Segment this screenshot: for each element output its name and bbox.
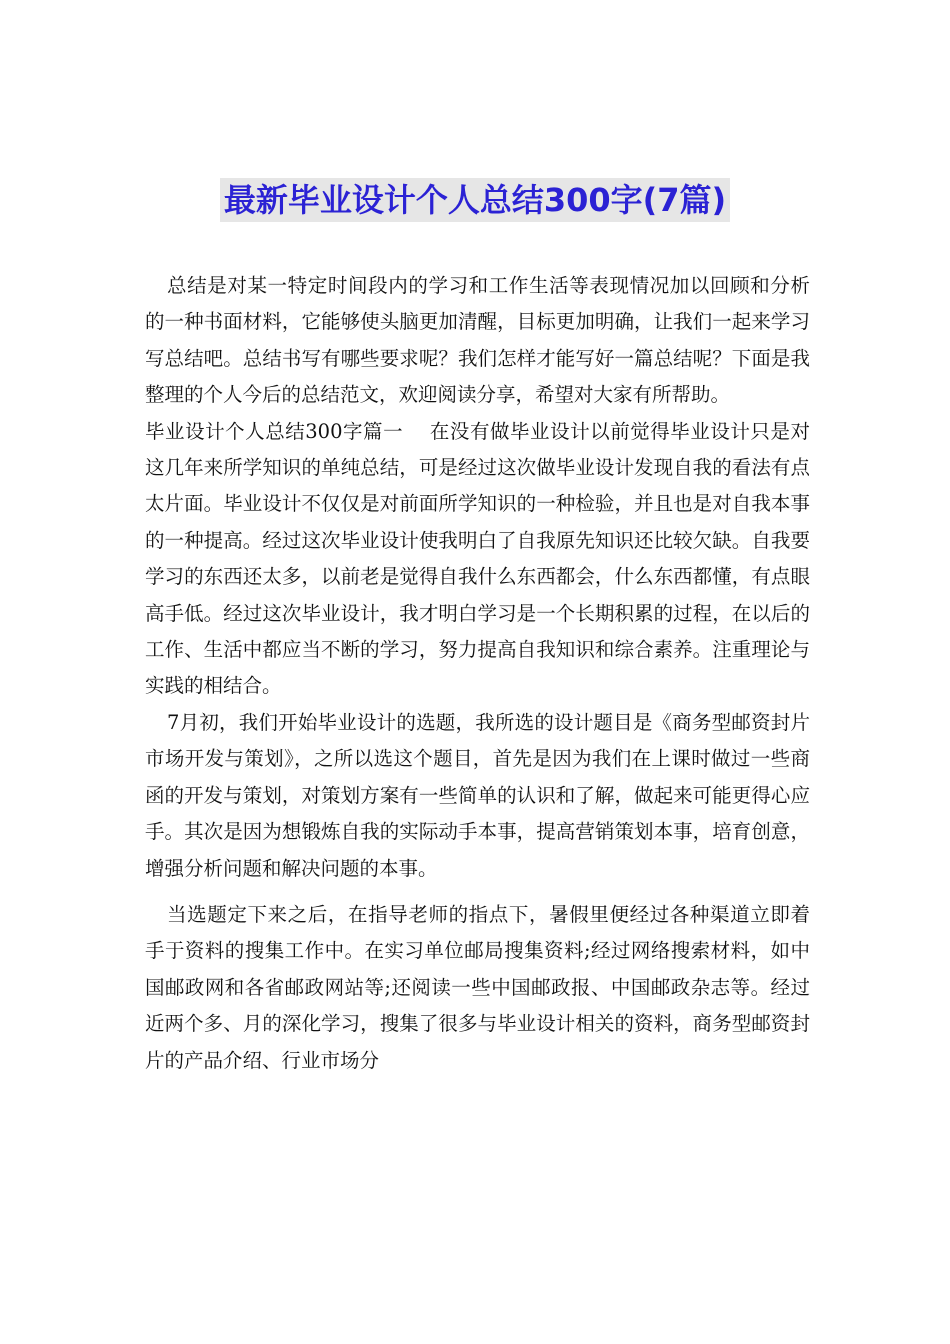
document-title: 最新毕业设计个人总结300字(7篇)	[220, 178, 730, 222]
section-one-paragraph: 毕业设计个人总结300字篇一 在没有做毕业设计以前觉得毕业设计只是对这几年来所学知识的单纯总结，可是经过这次做毕业设计发现自我的看法有点太片面。毕业设计不仅仅是对前面所学知识的一种检验，并且也是对自我本事的一种提高。经过这次毕业设计使我明白了自我原先知识还比较欠缺。自我要学习的东西还太多，以前老是觉得自我什么东西都会，什么东西都懂，有点眼高手低。经过这次毕业设计，我才明白学习是一个长期积累的过程，在以后的工作、生活中都应当不断的学习，努力提高自我知识和综合素养。注重理论与实践的相结合。	[145, 419, 810, 698]
title-container	[0, 178, 950, 222]
intro-paragraph: 总结是对某一特定时间段内的学习和工作生活等表现情况加以回顾和分析的一种书面材料，它能够使头脑更加清醒，目标更加明确，让我们一起来学习写总结吧。总结书写有哪些要求呢？我们怎样才能写好一篇总结呢？下面是我整理的个人今后的总结范文，欢迎阅读分享，希望对大家有所帮助。	[145, 274, 810, 407]
document-body	[145, 268, 810, 1079]
topic-selection-paragraph: 7月初，我们开始毕业设计的选题，我所选的设计题目是《商务型邮资封片市场开发与策划》，之所以选这个题目，首先是因为我们在上课时做过一些商函的开发与策划，对策划方案有一些简单的认识和了解，做起来可能更得心应手。其次是因为想锻炼自我的实际动手本事，提高营销策划本事，培育创意，增强分析问题和解决问题的本事。	[145, 710, 810, 880]
data-collection-paragraph: 当选题定下来之后，在指导老师的指点下，暑假里便经过各种渠道立即着手于资料的搜集工作中。在实习单位邮局搜集资料;经过网络搜索材料，如中国邮政网和各省邮政网站等;还阅读一些中国邮政报、中国邮政杂志等。经过近两个多、月的深化学习，搜集了很多与毕业设计相关的资料，商务型邮资封片的产品介绍、行业市场分	[145, 902, 810, 1072]
